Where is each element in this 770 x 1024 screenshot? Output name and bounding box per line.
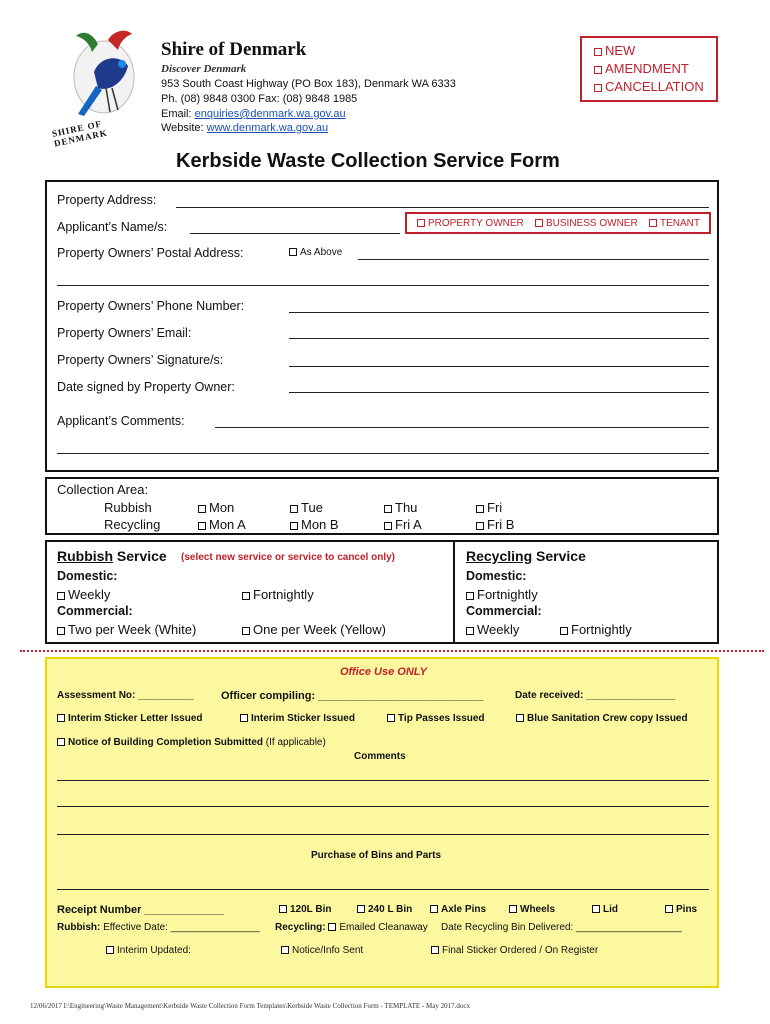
- one-per-week-option[interactable]: One per Week (Yellow): [242, 622, 386, 637]
- checkbox-icon[interactable]: [328, 923, 336, 931]
- checkbox-icon[interactable]: [476, 505, 484, 513]
- tip-passes-option[interactable]: Tip Passes Issued: [387, 713, 485, 724]
- checkbox-icon[interactable]: [240, 714, 248, 722]
- property-address-label: Property Address:: [57, 193, 157, 207]
- website-line: [161, 122, 328, 134]
- comments-field-2[interactable]: [57, 453, 709, 454]
- checkbox-icon[interactable]: [466, 592, 474, 600]
- checkbox-icon[interactable]: [289, 248, 297, 256]
- rubbish-effective-date: Rubbish: Effective Date: ________________: [57, 922, 260, 933]
- interim-updated-option[interactable]: Interim Updated:: [106, 945, 191, 956]
- footer-path: 12/06/2017 I:\Engineering\Waste Management\Kerbside Waste Collection Form Templates\Kerbside Waste Collection Form - TEMPLATE - May 2017.docx: [30, 1002, 470, 1010]
- recycling-days-label: Recycling: [104, 517, 161, 532]
- lid-option[interactable]: Lid: [592, 904, 618, 915]
- amendment-option[interactable]: AMENDMENT: [594, 60, 716, 78]
- office-comments-line-2[interactable]: [57, 806, 709, 807]
- checkbox-icon[interactable]: [509, 905, 517, 913]
- logo-text: SHIRE OF DENMARK: [51, 118, 109, 149]
- checkbox-icon[interactable]: [57, 592, 65, 600]
- date-signed-label: Date signed by Property Owner:: [57, 380, 235, 394]
- rubbish-day-tue[interactable]: Tue: [290, 500, 323, 515]
- checkbox-icon[interactable]: [594, 84, 602, 92]
- rubbish-service-title: Rubbish Service: [57, 548, 167, 564]
- date-received: Date received: ________________: [515, 690, 676, 701]
- tagline: Discover Denmark: [161, 63, 247, 75]
- phone-field[interactable]: [289, 312, 709, 313]
- checkbox-icon[interactable]: [417, 219, 425, 227]
- rubbish-fortnightly-option[interactable]: Fortnightly: [242, 587, 314, 602]
- recycling-day-fri-b[interactable]: Fri B: [476, 517, 514, 532]
- cut-line: [20, 650, 764, 652]
- email-label: Email:: [161, 108, 192, 120]
- property-owner-option[interactable]: PROPERTY OWNER: [417, 218, 524, 229]
- email-link[interactable]: enquiries@denmark.wa.gov.au: [194, 108, 346, 120]
- pins-option[interactable]: Pins: [665, 904, 697, 915]
- rubbish-domestic-label: Domestic:: [57, 569, 118, 583]
- checkbox-icon[interactable]: [357, 905, 365, 913]
- form-title: Kerbside Waste Collection Service Form: [176, 150, 560, 172]
- email-label: Property Owners’ Email:: [57, 326, 192, 340]
- rubbish-day-thu[interactable]: Thu: [384, 500, 417, 515]
- checkbox-icon[interactable]: [535, 219, 543, 227]
- email-line: [161, 108, 346, 120]
- office-use-box: [45, 657, 719, 988]
- comments-field[interactable]: [215, 427, 709, 428]
- blue-crew-option[interactable]: Blue Sanitation Crew copy Issued: [516, 713, 688, 724]
- checkbox-icon[interactable]: [594, 66, 602, 74]
- tenant-option[interactable]: TENANT: [649, 218, 700, 229]
- receipt-number: Receipt Number _____________: [57, 904, 224, 916]
- owner-type-box: [405, 212, 711, 234]
- checkbox-icon[interactable]: [198, 522, 206, 530]
- two-per-week-option[interactable]: Two per Week (White): [57, 622, 196, 637]
- business-owner-option[interactable]: BUSINESS OWNER: [535, 218, 638, 229]
- postal-address-label: Property Owners’ Postal Address:: [57, 246, 244, 260]
- new-option[interactable]: NEW: [594, 42, 716, 60]
- signature-field[interactable]: [289, 366, 709, 367]
- bin-240-option[interactable]: 240 L Bin: [357, 904, 412, 915]
- checkbox-icon[interactable]: [57, 738, 65, 746]
- recycling-commercial-label: Commercial:: [466, 604, 542, 618]
- checkbox-icon[interactable]: [560, 627, 568, 635]
- recycling-emailed[interactable]: Recycling: Emailed Cleanaway: [275, 922, 428, 933]
- checkbox-icon[interactable]: [594, 48, 602, 56]
- checkbox-icon[interactable]: [430, 905, 438, 913]
- final-sticker-option[interactable]: Final Sticker Ordered / On Register: [431, 945, 598, 956]
- website-label: Website:: [161, 122, 204, 134]
- checkbox-icon[interactable]: [242, 592, 250, 600]
- recycling-domestic-label: Domestic:: [466, 569, 527, 583]
- phone-fax: Ph. (08) 9848 0300 Fax: (08) 9848 1985: [161, 93, 358, 105]
- property-address-field[interactable]: [176, 207, 709, 208]
- date-recycling-delivered: Date Recycling Bin Delivered: ___________________: [441, 922, 682, 933]
- rubbish-day-mon[interactable]: Mon: [198, 500, 234, 515]
- org-name: Shire of Denmark: [161, 39, 307, 60]
- request-type-box: [580, 36, 718, 102]
- recycling-day-fri-a[interactable]: Fri A: [384, 517, 422, 532]
- applicant-names-label: Applicant’s Name/s:: [57, 220, 168, 234]
- postal-address-field-2[interactable]: [57, 285, 709, 286]
- recycling-weekly-option[interactable]: Weekly: [466, 622, 519, 637]
- interim-sticker-option[interactable]: Interim Sticker Issued: [240, 713, 355, 724]
- checkbox-icon[interactable]: [198, 505, 206, 513]
- bin-120-option[interactable]: 120L Bin: [279, 904, 332, 915]
- checkbox-icon[interactable]: [279, 905, 287, 913]
- checkbox-icon[interactable]: [649, 219, 657, 227]
- checkbox-icon[interactable]: [387, 714, 395, 722]
- checkbox-icon[interactable]: [384, 522, 392, 530]
- purchase-divider: [57, 889, 709, 890]
- collection-area-title: Collection Area:: [57, 482, 149, 497]
- notice-building-option[interactable]: Notice of Building Completion Submitted (If applicable): [57, 737, 326, 748]
- rubbish-day-fri[interactable]: Fri: [476, 500, 502, 515]
- office-comments-line-1[interactable]: [57, 780, 709, 781]
- address: 953 South Coast Highway (PO Box 183), Denmark WA 6333: [161, 78, 456, 90]
- office-comments-line-3[interactable]: [57, 834, 709, 835]
- checkbox-icon[interactable]: [242, 627, 250, 635]
- axle-pins-option[interactable]: Axle Pins: [430, 904, 486, 915]
- recycling-fortnightly-option[interactable]: Fortnightly: [466, 587, 538, 602]
- checkbox-icon[interactable]: [57, 714, 65, 722]
- rubbish-service-note: (select new service or service to cancel only): [181, 552, 395, 563]
- checkbox-icon[interactable]: [384, 505, 392, 513]
- rubbish-days-label: Rubbish: [104, 500, 152, 515]
- rubbish-weekly-option[interactable]: Weekly: [57, 587, 110, 602]
- applicant-names-field[interactable]: [190, 233, 400, 234]
- date-signed-field[interactable]: [289, 392, 709, 393]
- website-link[interactable]: www.denmark.wa.gov.au: [206, 122, 329, 134]
- recycling-service-title: Recycling Service: [466, 548, 586, 564]
- phone-label: Property Owners’ Phone Number:: [57, 299, 245, 313]
- checkbox-icon[interactable]: [592, 905, 600, 913]
- checkbox-icon[interactable]: [516, 714, 524, 722]
- recycling-commercial-fortnightly-option[interactable]: Fortnightly: [560, 622, 632, 637]
- checkbox-icon[interactable]: [466, 627, 474, 635]
- recycling-day-mon-b[interactable]: Mon B: [290, 517, 339, 532]
- recycling-day-mon-a[interactable]: Mon A: [198, 517, 246, 532]
- checkbox-icon[interactable]: [106, 946, 114, 954]
- checkbox-icon[interactable]: [290, 505, 298, 513]
- notice-sent-option[interactable]: Notice/Info Sent: [281, 945, 363, 956]
- wheels-option[interactable]: Wheels: [509, 904, 555, 915]
- comments-label: Applicant’s Comments:: [57, 414, 185, 428]
- purchase-label: Purchase of Bins and Parts: [311, 850, 442, 861]
- checkbox-icon[interactable]: [57, 627, 65, 635]
- checkbox-icon[interactable]: [281, 946, 289, 954]
- office-comments-label: Comments: [354, 751, 406, 762]
- as-above-option[interactable]: As Above: [289, 247, 342, 258]
- shire-logo: [48, 22, 156, 149]
- cancellation-option[interactable]: CANCELLATION: [594, 78, 716, 96]
- checkbox-icon[interactable]: [665, 905, 673, 913]
- officer-compiling: Officer compiling: ___________________________: [221, 690, 484, 702]
- email-field[interactable]: [289, 338, 709, 339]
- signature-label: Property Owners’ Signature/s:: [57, 353, 224, 367]
- checkbox-icon[interactable]: [290, 522, 298, 530]
- checkbox-icon[interactable]: [476, 522, 484, 530]
- postal-address-field[interactable]: [358, 259, 709, 260]
- assessment-no: Assessment No: __________: [57, 690, 194, 701]
- rubbish-commercial-label: Commercial:: [57, 604, 133, 618]
- checkbox-icon[interactable]: [431, 946, 439, 954]
- office-use-title: Office Use ONLY: [340, 666, 428, 678]
- interim-letter-option[interactable]: Interim Sticker Letter Issued: [57, 713, 203, 724]
